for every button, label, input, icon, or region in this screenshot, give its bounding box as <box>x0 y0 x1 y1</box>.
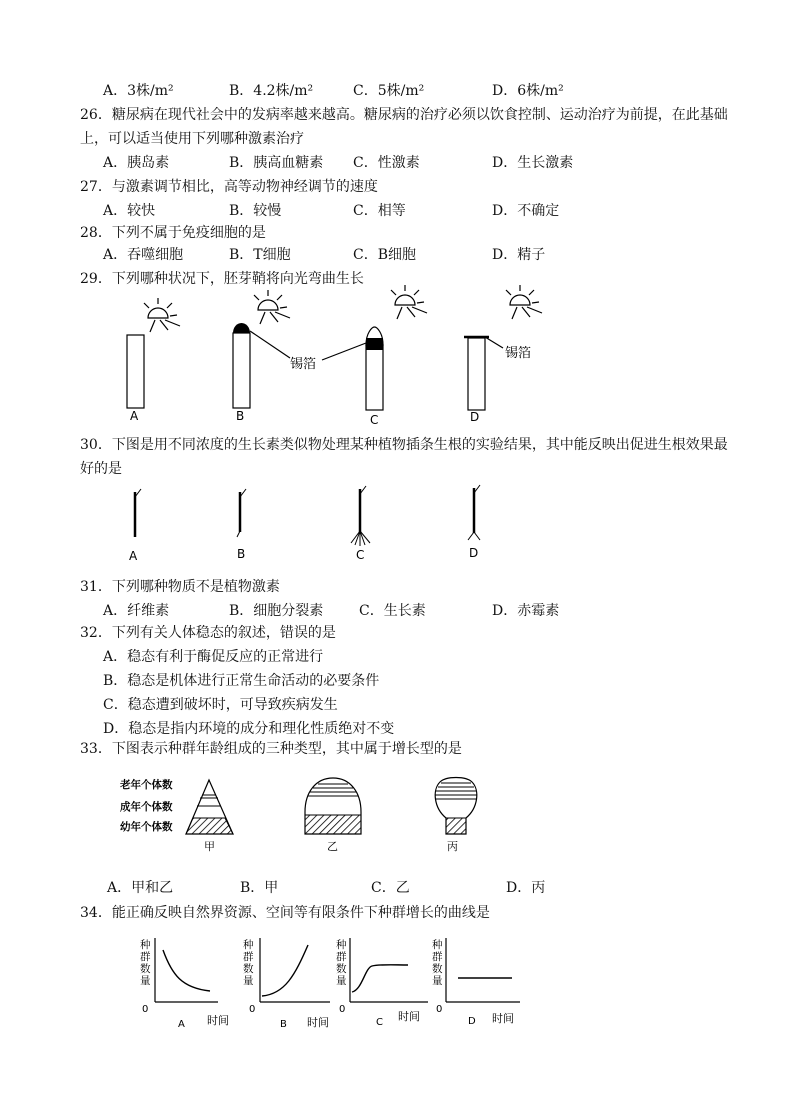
q31-option-b: B．细胞分裂素 <box>229 603 324 619</box>
q29-label-b: B <box>236 409 245 423</box>
q30-stem-line1: 30．下图是用不同浓度的生长素类似物处理某种植物插条生根的实验结果，其中能反映出促进生根效果最 <box>80 437 728 453</box>
ylabel-char: 量 <box>140 975 151 987</box>
q27-option-b: B．较慢 <box>229 203 282 219</box>
ylabel-char: 种 <box>140 939 151 951</box>
q27-stem: 27．与激素调节相比，高等动物神经调节的速度 <box>80 179 378 195</box>
xlabel: 时间 <box>307 1016 329 1029</box>
q32-stem: 32．下列有关人体稳态的叙述，错误的是 <box>80 625 336 641</box>
q28-stem: 28．下列不属于免疫细胞的是 <box>80 225 266 241</box>
q34-ylabels <box>140 938 443 987</box>
ylabel-char: 群 <box>432 951 443 963</box>
q25-option-b: B．4.2株/m² <box>229 83 314 99</box>
q34-label-d: D <box>468 1016 476 1027</box>
q27-option-a: A．较快 <box>103 203 156 219</box>
q33-option-d: D．丙 <box>506 880 546 896</box>
q26-option-a: A．胰岛素 <box>103 155 170 171</box>
q28-option-b: B．T细胞 <box>229 247 291 263</box>
q25-option-d: D．6株/m² <box>492 83 564 99</box>
foil-label: 锡箔 <box>290 357 317 372</box>
ylabel-char: 群 <box>243 951 254 963</box>
ylabel-char: 数 <box>336 963 347 975</box>
q33-option-c: C．乙 <box>371 880 410 896</box>
ylabel-char: 种 <box>243 939 254 951</box>
q26-option-d: D．生长激素 <box>492 155 574 171</box>
q27-option-d: D．不确定 <box>492 203 560 219</box>
q33-label-yi: 乙 <box>327 840 338 853</box>
q34-label-b: B <box>280 1019 287 1030</box>
q34-label-a: A <box>178 1019 185 1030</box>
q34-label-c: C <box>376 1017 383 1028</box>
ylabel-char: 量 <box>432 975 443 987</box>
growth-curve-graph-d <box>446 938 520 1002</box>
q33-stem: 33．下图表示种群年龄组成的三种类型，其中属于增长型的是 <box>80 741 462 757</box>
q26-option-c: C．性激素 <box>353 155 420 171</box>
q30-label-b: B <box>237 547 246 561</box>
legend-old: 老年个体数 <box>120 779 173 791</box>
ylabel-char: 群 <box>336 951 347 963</box>
q32-option-d: D．稳态是指内环境的成分和理化性质绝对不变 <box>103 721 395 737</box>
q30-label-d: D <box>469 546 479 560</box>
foil-label: 锡箔 <box>505 346 532 361</box>
q28-option-d: D．精子 <box>492 247 546 263</box>
q28-option-c: C．B细胞 <box>353 247 416 263</box>
ylabel-char: 量 <box>243 975 254 987</box>
q31-option-a: A．纤维素 <box>103 603 170 619</box>
xlabel: 时间 <box>207 1014 229 1027</box>
legend-young: 幼年个体数 <box>120 821 173 833</box>
q25-option-c: C．5株/m² <box>353 83 425 99</box>
q31-stem: 31．下列哪种物质不是植物激素 <box>80 579 280 595</box>
q31-option-d: D．赤霉素 <box>492 603 560 619</box>
ylabel-char: 数 <box>432 963 443 975</box>
growth-curve-graph-a <box>155 938 218 1002</box>
ylabel-char: 数 <box>140 963 151 975</box>
q33-label-bing: 丙 <box>447 840 458 853</box>
q25-option-a: A．3株/m² <box>103 83 174 99</box>
ylabel-char: 种 <box>432 939 443 951</box>
q34-stem: 34．能正确反映自然界资源、空间等有限条件下种群增长的曲线是 <box>80 905 490 921</box>
q26-stem-line2: 上，可以适当使用下列哪种激素治疗 <box>80 131 304 147</box>
q26-option-b: B．胰高血糖素 <box>229 155 324 171</box>
q30-label-c: C <box>356 548 365 562</box>
ylabel-char: 量 <box>336 975 347 987</box>
q33-option-a: A．甲和乙 <box>107 880 174 896</box>
xlabel: 时间 <box>398 1010 420 1023</box>
q33-label-jia: 甲 <box>204 840 215 853</box>
q33-option-b: B．甲 <box>240 880 279 896</box>
origin-zero: 0 <box>249 1004 256 1015</box>
q29-stem: 29．下列哪种状况下，胚芽鞘将向光弯曲生长 <box>80 271 364 287</box>
growth-curve-graph-b <box>260 938 330 1002</box>
ylabel-char: 群 <box>140 951 151 963</box>
q30-label-a: A <box>129 549 138 563</box>
origin-zero: 0 <box>142 1004 149 1015</box>
q30-stem-line2: 好的是 <box>80 461 122 477</box>
legend-adult: 成年个体数 <box>120 801 173 813</box>
q29-label-d: D <box>470 410 480 424</box>
q27-option-c: C．相等 <box>353 203 406 219</box>
origin-zero: 0 <box>339 1004 346 1015</box>
origin-zero: 0 <box>436 1004 443 1015</box>
ylabel-char: 数 <box>243 963 254 975</box>
q29-label-c: C <box>370 413 379 427</box>
q26-stem-line1: 26．糖尿病在现代社会中的发病率越来越高。糖尿病的治疗必须以饮食控制、运动治疗为前提，在此基础 <box>80 107 728 123</box>
q32-option-a: A．稳态有利于酶促反应的正常进行 <box>103 649 324 665</box>
q32-option-c: C．稳态遭到破坏时，可导致疾病发生 <box>103 697 338 713</box>
q31-option-c: C．生长素 <box>359 603 426 619</box>
q32-option-b: B．稳态是机体进行正常生命活动的必要条件 <box>103 673 380 689</box>
q29-label-a: A <box>130 409 139 423</box>
ylabel-char: 种 <box>336 939 347 951</box>
xlabel: 时间 <box>492 1012 514 1025</box>
q28-option-a: A．吞噬细胞 <box>103 247 184 263</box>
growth-curve-graph-c <box>350 938 428 1002</box>
